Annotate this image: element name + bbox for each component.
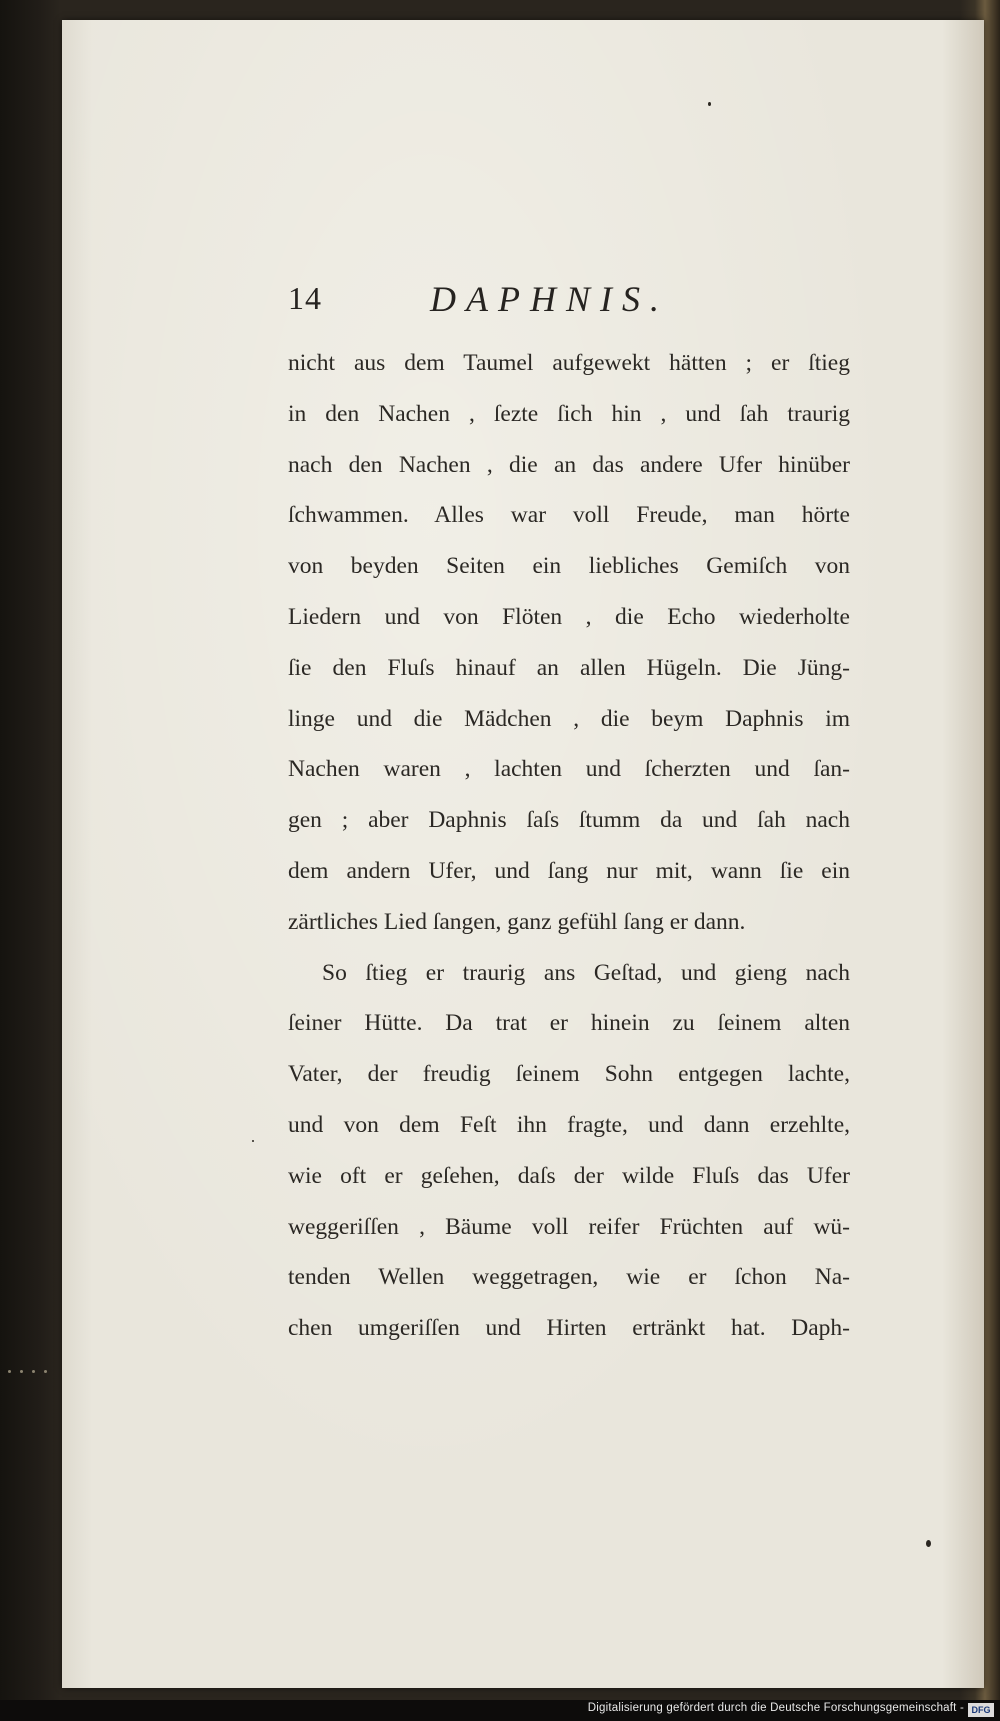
- digitization-footer: [0, 1700, 1000, 1721]
- text-line: nicht aus dem Taumel aufgewekt hätten ; er ſtieg: [288, 350, 850, 376]
- text-line: tenden Wellen weggetragen, wie er ſchon Na-: [288, 1264, 850, 1291]
- scan-edge-marks: [8, 1367, 58, 1377]
- paper-speck: [708, 102, 711, 106]
- page-number: 14: [288, 280, 322, 316]
- text-line: dem andern Ufer, und ſang nur mit, wann ſie ein: [288, 857, 850, 884]
- page-body-text: [288, 338, 850, 1354]
- text-line: ſchwammen. Alles war voll Freude, man hörte: [288, 502, 850, 529]
- text-line: ſie den Fluſs hinauf an allen Hügeln. Die Jüng-: [288, 654, 850, 681]
- text-line: von beyden Seiten ein liebliches Gemiſch von: [288, 553, 850, 580]
- text-line: Vater, der freudig ſeinem Sohn entgegen lachte,: [288, 1061, 850, 1088]
- funding-credit: Digitalisierung gefördert durch die Deutsche Forschungsgemeinschaft -: [587, 1702, 964, 1714]
- text-line: Liedern und von Flöten , die Echo wiederholte: [288, 603, 850, 630]
- text-line: wie oft er geſehen, daſs der wilde Fluſs das Ufer: [288, 1162, 850, 1189]
- page-header: [288, 278, 848, 328]
- text-line: Nachen waren , lachten und ſcherzten und ſan-: [288, 756, 850, 783]
- text-line: in den Nachen , ſezte ſich hin , und ſah traurig: [288, 400, 850, 427]
- dfg-logo: DFG: [968, 1703, 994, 1717]
- text-line: und von dem Feſt ihn fragte, und dann erzehlte,: [288, 1111, 850, 1138]
- text-line: gen ; aber Daphnis ſaſs ſtumm da und ſah nach: [288, 807, 850, 834]
- text-line: nach den Nachen , die an das andere Ufer hinüber: [288, 451, 850, 478]
- ink-mark: [926, 1540, 931, 1547]
- paper-speck: [252, 1140, 254, 1142]
- text-line: ſeiner Hütte. Da trat er hinein zu ſeinem alten: [288, 1010, 850, 1037]
- text-line: linge und die Mädchen , die beym Daphnis im: [288, 705, 850, 732]
- paragraph-first-line: So ſtieg er traurig ans Geſtad, und gieng nach: [322, 959, 850, 986]
- running-title: DAPHNIS.: [430, 279, 669, 319]
- text-line: chen umgeriſſen und Hirten ertränkt hat. Daph-: [288, 1315, 850, 1342]
- text-line: zärtliches Lied ſangen, ganz gefühl ſang er dann.: [288, 908, 746, 935]
- text-line: weggeriſſen , Bäume voll reifer Früchten auf wü-: [288, 1213, 850, 1240]
